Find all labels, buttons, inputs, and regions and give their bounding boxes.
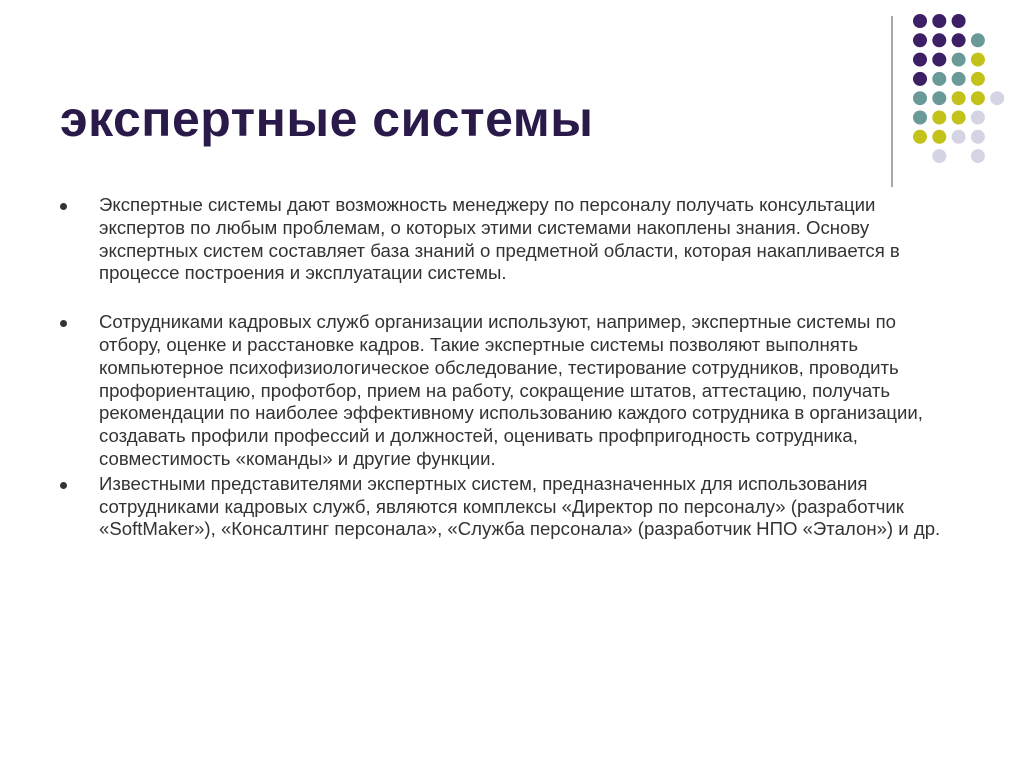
decorative-dot bbox=[952, 111, 966, 125]
decorative-dot bbox=[932, 53, 946, 67]
slide-title: экспертные системы bbox=[60, 91, 594, 147]
bullet-item bbox=[60, 473, 960, 541]
decorative-dot bbox=[932, 72, 946, 86]
decorative-dot bbox=[932, 33, 946, 47]
decorative-dot bbox=[913, 72, 927, 86]
decorative-dot bbox=[932, 111, 946, 125]
bullet-text: Известными представителями экспертных систем, предназначенных для использования сотрудниками кадровых служб, являются комплексы «Директор по персоналу» (разработчик «SoftMaker»), «Консалтинг персонала», «Служба персонала» (разработчик НПО «Эталон») и др. bbox=[99, 472, 941, 540]
decorative-dot bbox=[932, 130, 946, 144]
decorative-dot bbox=[952, 14, 966, 28]
decorative-dot bbox=[913, 53, 927, 67]
decorative-dot bbox=[952, 53, 966, 67]
decorative-dot bbox=[971, 111, 985, 125]
decorative-dot-grid bbox=[0, 0, 1024, 200]
bullet-marker bbox=[60, 482, 67, 489]
bullet-marker bbox=[60, 203, 67, 210]
bullet-item bbox=[60, 194, 960, 285]
decorative-dot bbox=[952, 33, 966, 47]
decorative-dot bbox=[971, 33, 985, 47]
decorative-dot bbox=[913, 33, 927, 47]
decorative-dot bbox=[952, 130, 966, 144]
bullet-marker bbox=[60, 320, 67, 327]
decorative-dot bbox=[913, 111, 927, 125]
decorative-dot bbox=[971, 91, 985, 105]
decorative-dot bbox=[971, 149, 985, 163]
decorative-dot bbox=[932, 91, 946, 105]
decorative-dot bbox=[932, 14, 946, 28]
decorative-dot bbox=[990, 91, 1004, 105]
decorative-dot bbox=[913, 130, 927, 144]
decorative-dot bbox=[952, 91, 966, 105]
decorative-dot bbox=[952, 72, 966, 86]
decorative-dot bbox=[932, 149, 946, 163]
decorative-dot bbox=[971, 53, 985, 67]
decorative-dot bbox=[971, 130, 985, 144]
bullet-text: Сотрудниками кадровых служб организации используют, например, экспертные системы по отбору, оценке и расстановке кадров. Такие экспертные системы позволяют выполнять компьютерное психофизиологическое обследование, тестирование сотрудников, проводить профориентацию, профотбор, прием на работу, сокращение штатов, аттестацию, получать рекомендации по наиболее эффективному использованию каждого сотрудника в организации, создавать профили профессий и должностей, оценивать профпригодность сотрудника, совместимость «команды» и другие функции. bbox=[99, 311, 923, 469]
decorative-dot bbox=[913, 14, 927, 28]
decorative-dot bbox=[913, 91, 927, 105]
bullet-text: Экспертные системы дают возможность менеджеру по персоналу получать консультации экспертов по любым проблемам, о которых этими системами накоплены знания. Основу экспертных систем составляет база знаний о предметной области, которая накапливается в процессе построения и эксплуатации системы. bbox=[99, 194, 900, 284]
decorative-dot bbox=[971, 72, 985, 86]
bullet-list bbox=[60, 194, 960, 541]
bullet-item bbox=[60, 311, 960, 471]
